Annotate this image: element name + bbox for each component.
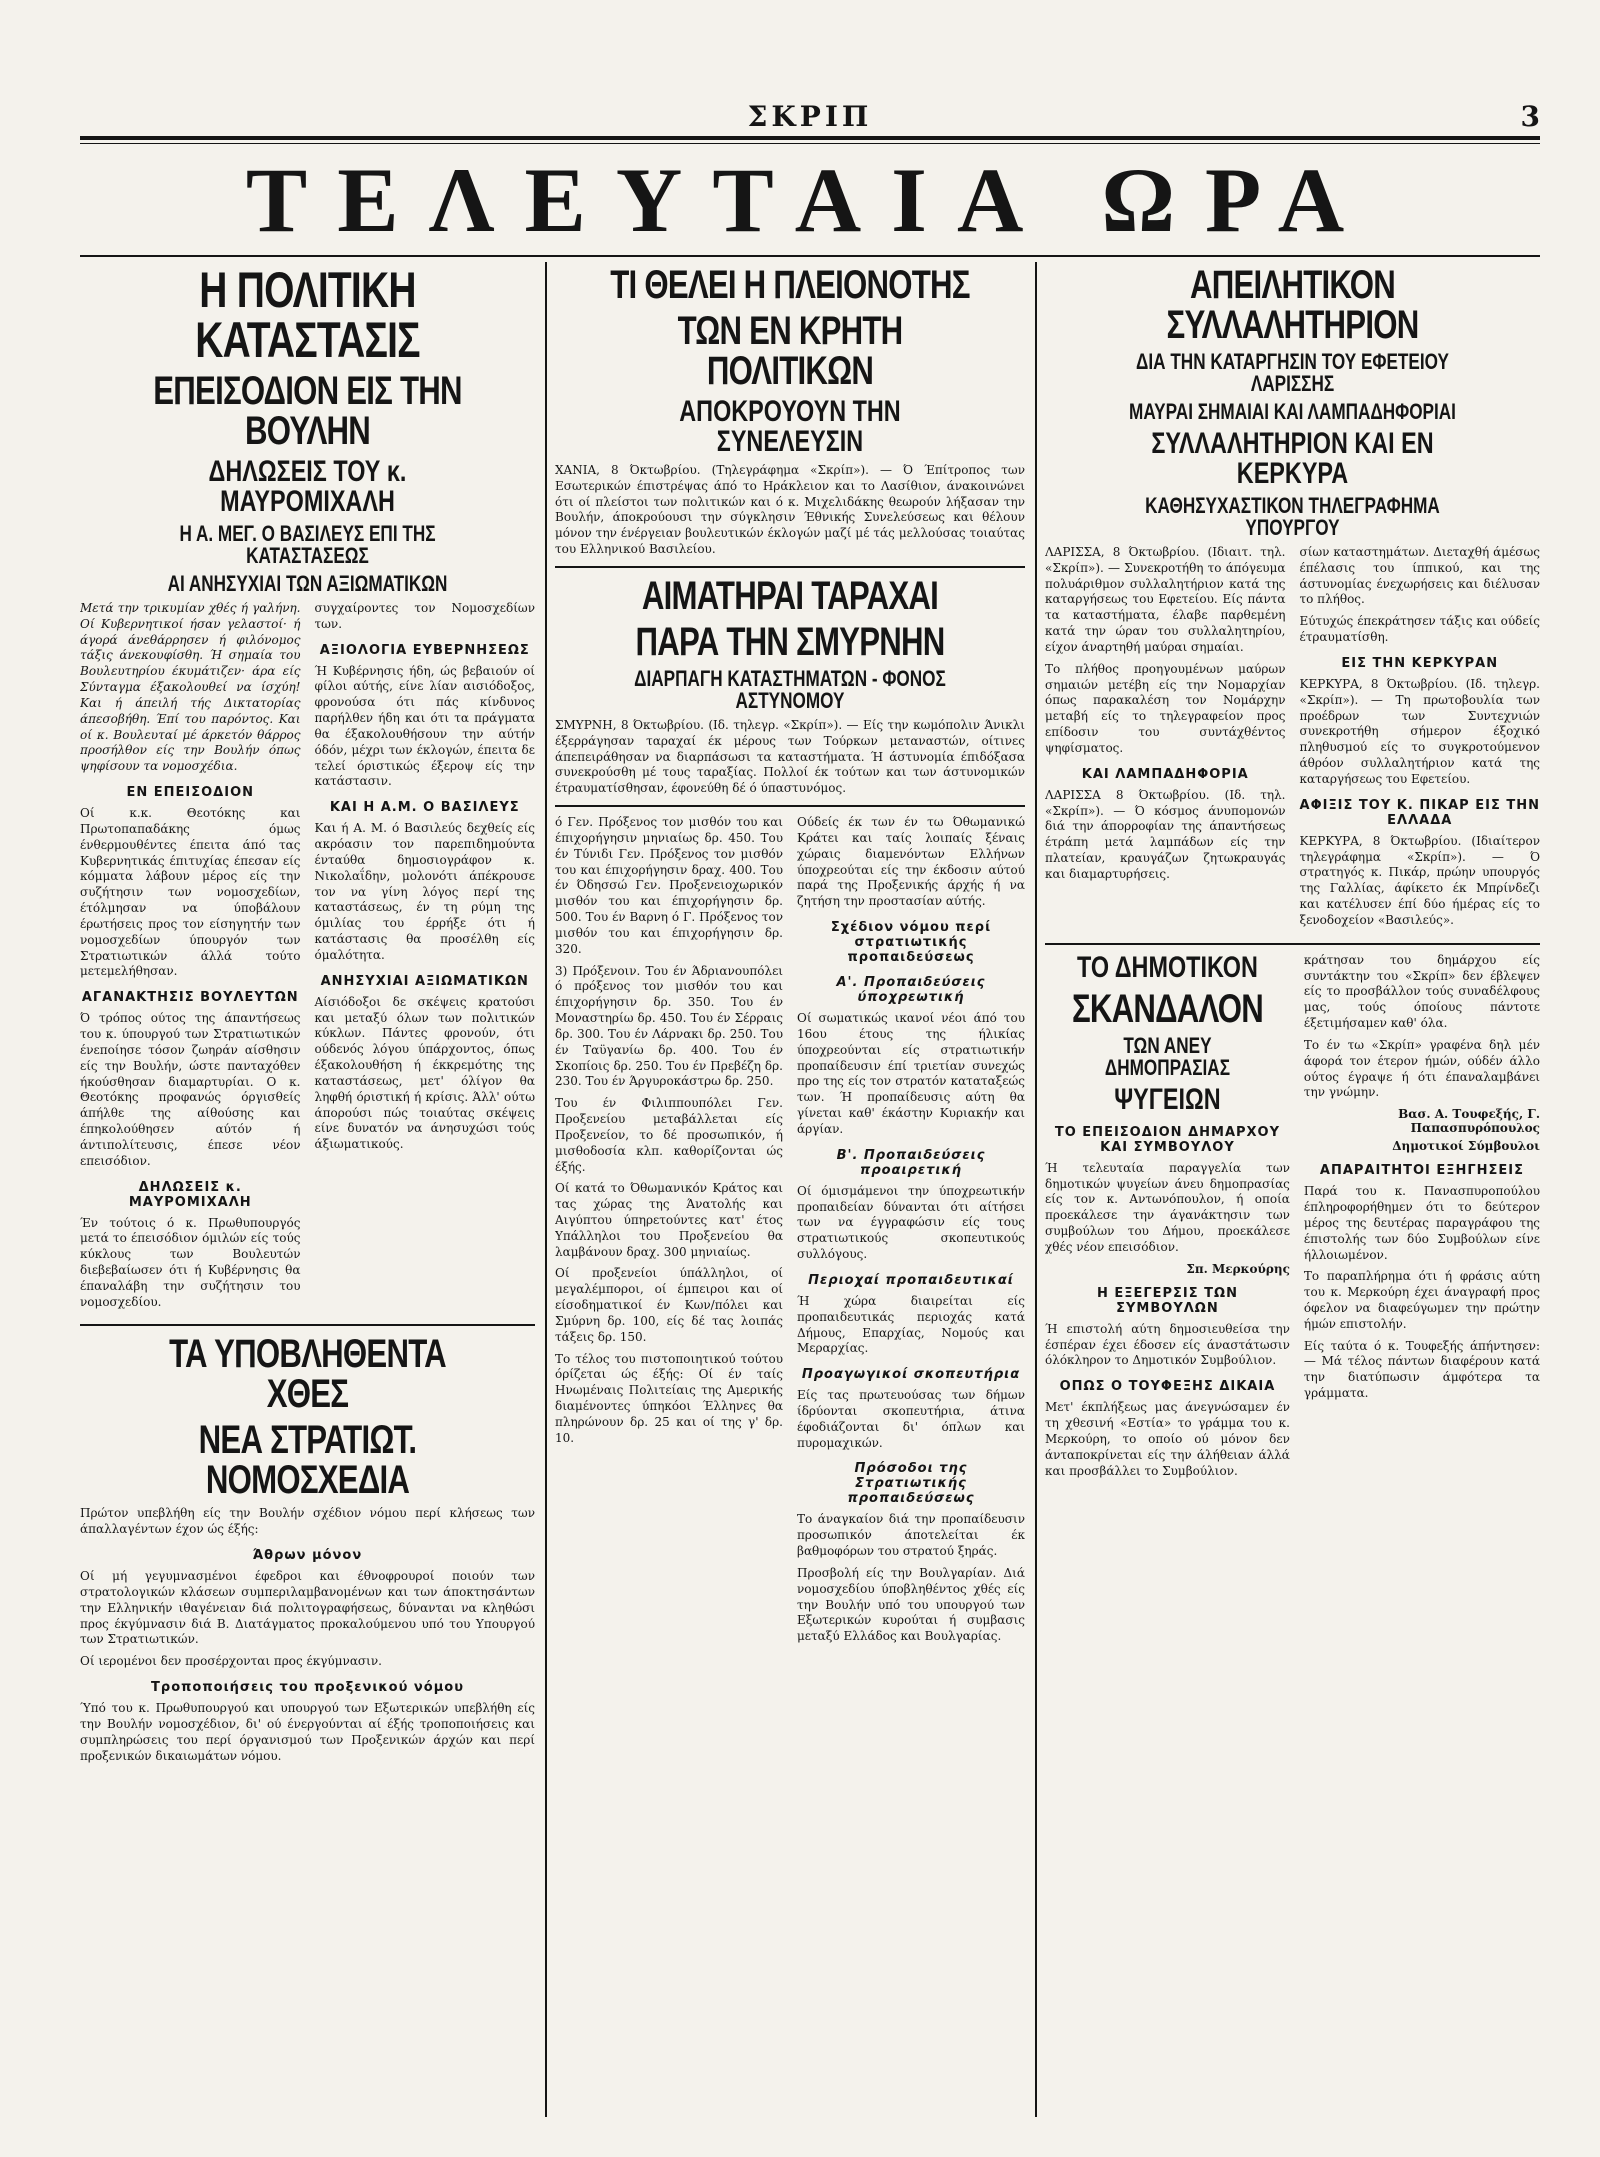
subhead-axiologia: ΑΞΙΟΛΟΓΙΑ ΕΥΒΕΡΝΗΣΕΩΣ	[319, 642, 530, 658]
signature: Σπ. Μερκούρης	[1186, 1261, 1290, 1276]
column-2-inner	[555, 815, 1025, 1651]
subhead-proairetiki: Β'. Προπαιδεύσεις προαιρετική	[836, 1147, 986, 1178]
section-rule	[1045, 943, 1540, 945]
top-rule-thin	[80, 143, 1540, 144]
paragraph: Ό τρόπος ούτος της άπαντήσεως του κ. ύπουργού των Στρατιωτικών ένεποίησε τόσον ζωηράν αίσθησιν είς την Βουλήν, ώστε πανταχόθεν ήκούσθησαν διαμαρτυρίαι. Ο κ. Θεοτόκης προφανώς όργισθείς άπήλθε της αίθούσης και έπηκολούθησεν αύτόν ή άντιπολίτευσις, έπεσε νέον επεισόδιον.	[80, 1011, 301, 1168]
headline-smyrni: ΠΑΡΑ ΤΗΝ ΣΜΥΡΝΗΝ	[635, 619, 945, 664]
subcolumn-1a	[80, 601, 301, 1316]
paragraph: ό Γεν. Πρόξενος τον μισθόν του και έπιχορήγησιν μηνιαίως δρ. 450. Του έν Τύνιδι Γεν. Πρόξενος τον μισθόν του και έπιχορήγησιν δραχ. 400. Του έν Όδησσώ Γεν. Προξενειοχωρικόν μισθόν του και έπιχορήγησιν δρ. 500. Του έν Βαρνη ό Γ. Πρόξενος τον μισθόν του και έπιχορήγησιν δρ. 320.	[555, 815, 783, 956]
subcolumn-3a	[1045, 545, 1286, 935]
subhead-prosodoi: Πρόσοδοι της Στρατιωτικής προπαιδεύσεως	[847, 1461, 975, 1507]
paragraph: Ή τελευταία παραγγελία των δημοτικών ψυγείων άνευ δημοπρασίας είς τον κ. Αντωνόπουλον, ή οποία προεκάλεσε την άγανάκτησιν των συμβούλων του Δήμου, προεκάλεσε χθές νέον επεισόδιον.	[1045, 1160, 1290, 1254]
subhead-exigiseis: ΑΠΑΡΑΙΤΗΤΟΙ ΕΞΗΓΗΣΕΙΣ	[1319, 1163, 1524, 1179]
subhead-kerkyran: ΕΙΣ ΤΗΝ ΚΕΡΚΥΡΑΝ	[1341, 655, 1499, 671]
column-1	[80, 265, 535, 2117]
headline-apokrououn: ΑΠΟΚΡΟΥΟΥΝ ΤΗΝ ΣΥΝΕΛΕΥΣΙΝ	[679, 395, 901, 458]
paragraph: Πρώτον υπεβλήθη είς την Βουλήν σχέδιον νόμου περί κλήσεως των άπαλλαγέντων έχον ώς έξής:	[80, 1506, 535, 1537]
subcolumn-3d	[1304, 953, 1540, 1486]
paragraph: Και ή Α. Μ. ό Βασιλεύς δεχθείς είς ακρόασιν τον παρεπιδημούντα ένταύθα δημοσιογράφον κ. Νικολαΐδην, μολονότι άπέκρουσε τον να γίνη λόγος περί της καταστάσεως, έν τη ρύμη της όμιλίας του έρρήξε ότι ή κατάστασις θα προσέλθη είς όμαλότητα.	[314, 821, 535, 962]
paragraph: Έν τούτοις ό κ. Πρωθυπουργός μετά το έπεισόδιον όμιλών είς τούς κύκλους των Βουλευτών διεβεβαίωσεν ότι ή Κυβέρνησις θα έπαναλάβη την συζήτησιν του νομοσχεδίου.	[80, 1215, 301, 1309]
paragraph: Οί προξενείοι ύπάλληλοι, οί μεγαλέμποροι, οί έμπειροι και οί είσοδηματικοί έν Κων/πόλει και Σμύρνη δρ. 100, είς δέ τας λοιπάς τάξεις δρ. 150.	[555, 1266, 783, 1344]
paragraph: 3) Πρόξενοιν. Του έν Άδριανουπόλει ό πρόξενος τον μισθόν του και έπιχορήγησιν δρ. 350. Του έν Μοναστηρίω δρ. 450. Του έν Σέρραις δρ. 300. Του έν Λάρνακι δρ. 250. Του έν Ταϋγανίω δρ. 400. Του έν Σκοπίοις δρ. 250. Του έν Πρεβέζη δρ. 230. Του έν Άργυροκάστρω δρ. 250.	[555, 963, 783, 1089]
paragraph: Ή Κυβέρνησις ήδη, ώς βεβαιούν οί φίλοι αύτής, είνε λίαν αισιόδοξος, φρονούσα ότι πάς κίνδυνος παρήλθεν ήδη και ότι τα πράγματα θα έξακολουθήσουν την αύτήν όδόν, μέχρι των έκλογών, έπειτα δε τελεί όριστικώς έξεροψ είς την κατάστασιν.	[314, 663, 535, 789]
headline-anisychiai: ΑΙ ΑΝΗΣΥΧΙΑΙ ΤΩΝ ΑΞΙΩΜΑΤΙΚΩΝ	[167, 571, 448, 596]
subhead-vasilefs: ΚΑΙ Η Α.Μ. Ο ΒΑΣΙΛΕΥΣ	[329, 800, 520, 816]
column-3-inner	[1045, 545, 1540, 935]
banner-rule	[80, 255, 1540, 257]
subhead-pikar: ΑΦΙΞΙΣ ΤΟΥ Κ. ΠΙΚΑΡ ΕΙΣ ΤΗΝ ΕΛΛΑΔΑ	[1299, 797, 1540, 828]
paragraph: Προσβολή είς την Βουλγαρίαν. Διά νομοσχεδίου ύποβληθέντος χθές είς την Βουλήν υπό του υπουργού των Εξωτερικών κυρούται ή συμβασις μεταξύ Ελλάδος και Βουλγαρίας.	[797, 1565, 1025, 1644]
headline-aimatirai: ΑΙΜΑΤΗΡΑΙ ΤΑΡΑΧΑΙ	[641, 573, 939, 618]
paragraph: κράτησαν του δημάρχου είς συντάκτην του «Σκρίπ» δεν έβλεψεν είς το προσβάλλον τούς συναδέλφους μας, τούς όποίους πάντοτε έξετιμήσαμεν καθ' όλα.	[1303, 952, 1540, 1031]
headline-psygeion: ΨΥΓΕΙΩΝ	[1114, 1082, 1221, 1116]
subhead-skopeftiria: Προαγωγικοί σκοπευτήρια	[801, 1367, 1021, 1383]
subhead-tropopoiiseis: Τροποποιήσεις του προξενικού νόμου	[151, 1680, 464, 1696]
subcolumn-3b	[1300, 545, 1541, 935]
headline-kerkyra: ΣΥΛΛΑΛΗΤΗΡΙΟΝ ΚΑΙ ΕΝ ΚΕΡΚΥΡΑ	[1151, 427, 1434, 490]
paragraph: ΛΑΡΙΣΣΑ, 8 Όκτωβρίου. (Ιδιαιτ. τηλ. «Σκρίπ»). — Συνεκροτήθη το άπόγευμα πολυάριθμον συλλαλητήριον κατά της καταργήσεως του Εφετείου. Είς πάντα τα καταστήματα, έλαβε παρθεμένη κατά την ώραν του συλλαλητηρίου, είχον άναρτηθή μαύραι σημαίαι.	[1045, 545, 1286, 654]
headline-ti-thelei: ΤΙ ΘΕΛΕΙ Η ΠΛΕΙΟΝΟΤΗΣ	[610, 265, 970, 307]
paragraph: Ή επιστολή αύτη δημοσιευθείσα την έσπέραν έχει έδοσεν είς άναστάτωσιν όλόκληρον το Δημοτικόν Συμβούλιον.	[1045, 1321, 1290, 1368]
masthead	[80, 100, 1540, 133]
lead-paragraph: Μετά την τρικυμίαν χθές ή γαλήνη. Οί Κυβερνητικοί ήσαν γελαστοί· ή άγορά άνεθάρρησεν ή φιλόνομος τάξις άνεκουφίσθη. Ή σημαία του Βουλευτηρίου έκυμάτιζεν· άρα είς Σύνταγμα έξακολουθεί να ίσχύη! Και ή άπειλή τής Δικτατορίας άπεσοβήθη. Έπί του παρόντος. Και οί κ. Βουλευταί μέ άρκετόν θάρρος προσήλθον είς την Βουλήν όπως ψηφίσουν τα νομοσχέδια.	[80, 601, 301, 774]
headline-ypovlithenta: ΤΑ ΥΠΟΒΛΗΘΕΝΤΑ ΧΘΕΣ	[169, 1332, 446, 1417]
paper-name: ΣΚΡΙΠ	[747, 100, 873, 133]
section-rule	[80, 1324, 535, 1326]
page-number: 3	[1520, 100, 1540, 133]
paragraph: Ύπό του κ. Πρωθυπουργού και υπουργού των Εξωτερικών υπεβλήθη είς την Βουλήν νομοσχέδιον, δι' ού ένεργούνται αί έξής τροποποιήσεις και συμπληρώσεις του περί όργανισμού των Προξενικών άρχών και περί προξενικών δικαιωμάτων νόμου.	[80, 1701, 535, 1763]
paragraph: Το άναγκαίον διά την προπαίδευσιν προσωπικόν άποτελείται έκ βαθμοφόρων του στρατού ξηράς.	[797, 1512, 1025, 1559]
subhead-periochai: Περιοχαί προπαιδευτικαί	[808, 1272, 1014, 1288]
paragraph: Οί ιερομένοι δεν προσέρχονται προς έκγύμνασιν.	[80, 1654, 382, 1669]
paragraph: Ή χώρα διαιρείται είς προπαιδευτικάς περιοχάς κατά Δήμους, Επαρχίας, Νομούς και Μεραρχίας.	[797, 1293, 1025, 1356]
headline-diarpagi: ΔΙΑΡΠΑΓΗ ΚΑΤΑΣΤΗΜΑΤΩΝ - ΦΟΝΟΣ ΑΣΤΥΝΟΜΟΥ	[634, 665, 946, 713]
subhead-epeisodion-dimarchou: ΤΟ ΕΠΕΙΣΟΔΙΟΝ ΔΗΜΑΡΧΟΥ ΚΑΙ ΣΥΜΒΟΥΛΟΥ	[1054, 1124, 1281, 1155]
paragraph: Το παραπλήρημα ότι ή φράσις αύτη του κ. Μερκούρη έχει άναγραφή προς όφελον να διαφεύγωμεν την πρώτην ήμών επιστολήν.	[1303, 1269, 1540, 1331]
paragraph: Αίσιόδοξοι δε σκέψεις κρατούσι και μεταξύ όλων των πολιτικών κύκλων. Πάντες φρονούν, ότι ούδενός λόγου ύπάρχοντος, όπως έξακολουθήση ή έκκρεμότης της καταστάσεως, μετ' όλίγον θα ληφθή όριστική ή κρίσις. Άλλ' ούτω άπορούσι πώς τοιαύτας σκέψεις είνε δυνατόν να άνησυχώσι τούς άξιωματικούς.	[314, 994, 535, 1152]
paragraph: ΚΕΡΚΥΡΑ, 8 Όκτωβρίου. (Ιδ. τηλεγρ. «Σκρίπ»). — Τη πρωτοβουλία των προέδρων των Συντεχνιών συνεκροτήθη σήμερον έξοχικό πληθυσμού είς το συγκροτούμενον άθρόον συλλαλητήριον κατά της καταργήσεως του Εφετείου.	[1299, 676, 1540, 786]
paragraph: Είς τας πρωτευούσας των δήμων ίδρύονται σκοπευτήρια, άτινα έφοδιάζονται δι' όπλων και πυρομαχικών.	[797, 1388, 1025, 1450]
column-divider	[545, 262, 547, 2117]
banner-title: ΤΕΛΕΥΤΑΙΑ ΩΡΑ	[245, 149, 1375, 251]
headline-dilosis: ΔΗΛΩΣΕΙΣ ΤΟΥ κ. ΜΑΥΡΟΜΙΧΑΛΗ	[208, 455, 407, 518]
paragraph: Οί σωματικώς ικανοί νέοι άπό του 16ου έτους της ήλικίας ύποχρεούνται είς στρατιωτικήν προπαίδευσιν έπί τριετίαν συνεχώς προ της είς τον στρατόν καταταξεώς των. Ή προπαίδευσις αύτη θα γίνεται καθ' έκάστην Κυριακήν και άργίαν.	[797, 1011, 1025, 1136]
headline-epeisodion: ΕΠΕΙΣΟΔΙΟΝ ΕΙΣ ΤΗΝ ΒΟΥΛΗΝ	[153, 369, 462, 453]
subhead-schedion: Σχέδιον νόμου περί στρατιωτικής προπαιδεύσεως	[830, 920, 992, 966]
headline-katargisis: ΔΙΑ ΤΗΝ ΚΑΤΑΡΓΗΣΙΝ ΤΟΥ ΕΦΕΤΕΙΟΥ ΛΑΡΙΣΣΗΣ	[1136, 349, 1449, 396]
paragraph: Οί κατά το Όθωμανικόν Κράτος και τας χώρας της Άνατολής και Αιγύπτου ύπηρετούντες κατ' έτος Υπάλληλοι του Προξενείου θα λαμβάνουν δραχ. 300 μηνιαίως.	[555, 1181, 783, 1259]
column-divider	[1035, 262, 1037, 2117]
subhead-aganaktisis: ΑΓΑΝΑΚΤΗΣΙΣ ΒΟΥΛΕΥΤΩΝ	[81, 990, 299, 1006]
subcolumn-2b	[797, 815, 1025, 1651]
paragraph: Εύτυχώς έπεκράτησεν τάξις και ούδείς έτραυματίσθη.	[1299, 614, 1540, 645]
paragraph: ΚΕΡΚΥΡΑ, 8 Όκτωβρίου. (Ιδιαίτερον τηλεγράφημα «Σκρίπ»). — Ό στρατηγός κ. Πικάρ, πρώην υπουργός της Γαλλίας, άφίκετο έκ Μπρίνδεζι και κατέλυσεν έπί δύο ήμέρας είς το ξενοδοχείον «Βασιλεύς».	[1299, 833, 1540, 927]
subhead-exegersis: Η ΕΞΕΓΕΡΣΙΣ ΤΩΝ ΣΥΜΒΟΥΛΩΝ	[1096, 1285, 1238, 1316]
subhead-arthron: Άθρων μόνον	[252, 1548, 363, 1564]
subhead-lampadiforia: ΚΑΙ ΛΑΜΠΑΔΗΦΟΡΙΑ	[1081, 766, 1249, 782]
paragraph: Οί όμισμάμενοι την ύποχρεωτικήν προπαιδείαν δύνανται ότι αίτήσει των να έγγραφώσιν είς τους στρατιωτικούς σκοπευτικούς συλλόγους.	[797, 1183, 1025, 1262]
subhead-anisychiai: ΑΝΗΣΥΧΙΑΙ ΑΞΙΩΜΑΤΙΚΩΝ	[320, 973, 529, 989]
top-rule	[80, 136, 1540, 140]
paragraph: Του έν Φιλιππουπόλει Γεν. Προξενείου μεταβάλλεται είς Προξενείον, το δέ προσωπικόν, ή μισθοδοσία κλπ. καθορίζονται ώς έξής.	[555, 1096, 783, 1174]
column-1-inner	[80, 601, 535, 1316]
paragraph: συγχαίροντες τον Νομοσχεδίων των.	[314, 601, 535, 631]
subcolumn-2a	[555, 815, 783, 1651]
signature: Βασ. Α. Τουφεξής, Γ. Παπασπυρόπουλος	[1398, 1107, 1540, 1136]
headline-mavrai: ΜΑΥΡΑΙ ΣΗΜΑΙΑΙ ΚΑΙ ΛΑΜΠΑΔΗΦΟΡΙΑΙ	[1129, 399, 1456, 424]
headline-dimotikon: ΤΟ ΔΗΜΟΤΙΚΟΝ	[1077, 950, 1258, 984]
section-rule	[555, 805, 1025, 807]
column-3-lower	[1045, 950, 1540, 1486]
headline-skandalon: ΣΚΑΝΔΑΛΟΝ	[1071, 986, 1263, 1031]
paragraph: ΛΑΡΙΣΣΑ 8 Όκτωβρίου. (Ιδ. τηλ. «Σκρίπ»). — Ό κόσμος άνυπομονών διά την άπορροφίαν της άπαντήσεως έτράπη μετά λαμπάδων είς την πλατείαν, κραυγάζων ζητωκραυγάς και διαμαρτυρήσεις.	[1045, 787, 1286, 881]
subhead-toufexis: ΟΠΩΣ Ο ΤΟΥΦΕΞΗΣ ΔΙΚΑΙΑ	[1059, 1379, 1276, 1395]
subhead-ypochreotiki: Α'. Προπαιδεύσεις ύποχρεωτική	[836, 975, 986, 1006]
headline-dimoprasias: ΤΩΝ ΑΝΕΥ ΔΗΜΟΠΡΑΣΙΑΣ	[1104, 1032, 1230, 1080]
subhead-dilosis: ΔΗΛΩΣΕΙΣ κ. ΜΑΥΡΟΜΙΧΑΛΗ	[128, 1179, 252, 1210]
paragraph: Το τέλος του πιστοποιητικού τούτου όρίζεται ώς έξής: Οί έν ταίς Ηνωμέναις Πολιτείαις της Αμερικής διαμένοντες ύπηκόοι Έλληνες θα πληρώνουν δρ. 25 και οί της γ' δρ. 10.	[555, 1351, 783, 1445]
column-3	[1045, 265, 1540, 2117]
headline-kriti: ΤΩΝ ΕΝ ΚΡΗΤΗ ΠΟΛΙΤΙΚΩΝ	[677, 309, 903, 393]
paragraph: ΧΑΝΙΑ, 8 Όκτωβρίου. (Τηλεγράφημα «Σκρίπ»). — Ό Έπίτροπος των Εσωτερικών έπιστρέψας άπό το Ηράκλειον και το Λασίθιον, άνακοινώνει ότι οί πλείστοι των πολιτικών και ό κ. Μιχελιδάκης θεωρούν λήξασαν την Βουλήν, άποκρούουσι την σύγκλησιν Έθνικής Συνελεύσεως και θέλουν μόνον την ένέργειαν βουλευτικών έκλογών μαζί μέ τάς μελλούσας τοιαύτας του Ελληνικού Βασιλείου.	[555, 463, 1025, 557]
headline-syllalitirion: ΑΠΕΙΛΗΤΙΚΟΝ ΣΥΛΛΑΛΗΤΗΡΙΟΝ	[1166, 265, 1419, 347]
signature-title: Δημοτικοί Σύμβουλοι	[1392, 1139, 1540, 1154]
paragraph: Είς ταύτα ό κ. Τουφεξής άπήντησεν: — Μά τέλος πάντων διαφέρουν κατά την διατύπωσιν άμφότερα τα γράμματα.	[1303, 1338, 1540, 1401]
column-2	[555, 265, 1025, 2117]
section-rule	[555, 566, 1025, 568]
headline-kathisychastikon: ΚΑΘΗΣΥΧΑΣΤΙΚΟΝ ΤΗΛΕΓΡΑΦΗΜΑ ΥΠΟΥΡΓΟΥ	[1145, 493, 1440, 540]
subcolumn-3c	[1045, 950, 1290, 1486]
paragraph: Ούδείς έκ των έν τω Όθωμανικώ Κράτει και ταίς λοιπαίς ξέναις χώραις διαμενόντων Ελλήνων ύποχρεούται είς την έκδοσιν αύτού παρά της Προξενικής άρχής ή να ζητήση την προστασίαν αύτής.	[797, 815, 1025, 909]
paragraph: ΣΜΥΡΝΗ, 8 Όκτωβρίου. (Ιδ. τηλεγρ. «Σκρίπ»). — Είς την κωμόπολιν Άνικλι έξερράγησαν ταραχαί έκ μέρους των Τούρκων μεταναστών, οίτινες άπεπειράθησαν να διαρπάσωσι τα καταστήματα. Ή άστυνομία έπιδόξασα συνεκρούσθη μέ τους ταραξίας. Πολλοί έκ τούτων και των άστυνομικών έτραυματίσθησαν, έφονεύθη δέ ό ύπαστυνόμος.	[555, 717, 1025, 796]
paragraph: Οί κ.κ. Θεοτόκης και Πρωτοπαπαδάκης όμως ένθερμουθέντες έπειτα άπό τας Κυβερνητικάς έπιτυχίας έπεσαν είς κόμματα λάβουν μέρος είς την συζήτησιν των νομοσχεδίων, έτόλμησαν να ύποβάλουν έρωτήσεις προς τον είσηγητήν των νομοσχεδίων ύπουργόν των Στρατιωτικών άλλά τούτο μετεμελήθησαν.	[80, 806, 301, 979]
paragraph: Το έν τω «Σκρίπ» γραφένα δηλ μέν άφορά τον έτερον ήμών, ούδέν άλλο ούτος έγραψε ή ότι έπαναλαμβάνει την γνώμην.	[1303, 1037, 1540, 1100]
paragraph: Οί μή γεγυμνασμένοι έφεδροι και έθνοφρουροί ποιούν των στρατολογικών κλάσεων συμπεριλαμβανομένων και των άποκτησάντων την Ελληνικήν ιθαγένειαν διά πολιτογραφήσεως, δύνανται να κληθώσι προς έκγύμνασιν διά Β. Διατάγματος προκαλούμενου υπό του Υπουργού των Στρατιωτικών.	[80, 1569, 535, 1647]
paragraph: Το πλήθος προηγουμένων μαύρων σημαιών μετέβη είς την Νομαρχίαν όπως παρακαλέση τον Νομάρχην μεταβή είς το τηλεγραφείον προς επίδοσιν του συντάχθέντος ψηφίσματος.	[1045, 661, 1286, 755]
paragraph: Μετ' έκπλήξεως μας άνεγνώσαμεν έν τη χθεσινή «Εστία» το γράμμα του κ. Μερκούρη, το οποίο ού μόνον δεν άνταποκρίνεται είς την άλήθειαν άλλά και προσβάλλει το Συμβούλιον.	[1045, 1400, 1290, 1478]
headline-vasilefs: Η Α. ΜΕΓ. Ο ΒΑΣΙΛΕΥΣ ΕΠΙ ΤΗΣ ΚΑΤΑΣΤΑΣΕΩΣ	[179, 521, 436, 568]
subhead-epeisodion: ΕΝ ΕΠΕΙΣΟΔΙΟΝ	[126, 785, 255, 801]
paragraph: Παρά του κ. Πανασπυροπούλου έπληροφορήθημεν ότι το δεύτερον μέρος της δευτέρας παραγράφου της έπιστολής των δύο Συμβούλων είνε ήλλοιωμένον.	[1303, 1184, 1540, 1262]
paragraph: σίων καταστημάτων. Διεταχθή άμέσως έπέλασις του ίππικού, και της άστυνομίας ένεχωρήσεις και διέλυσαν το πλήθος.	[1299, 545, 1540, 607]
headline-nomoschedia: ΝΕΑ ΣΤΡΑΤΙΩΤ. ΝΟΜΟΣΧΕΔΙΑ	[198, 1418, 417, 1503]
subcolumn-1b	[315, 601, 536, 1316]
headline-politiki: Η ΠΟΛΙΤΙΚΗ ΚΑΤΑΣΤΑΣΙΣ	[195, 265, 420, 368]
